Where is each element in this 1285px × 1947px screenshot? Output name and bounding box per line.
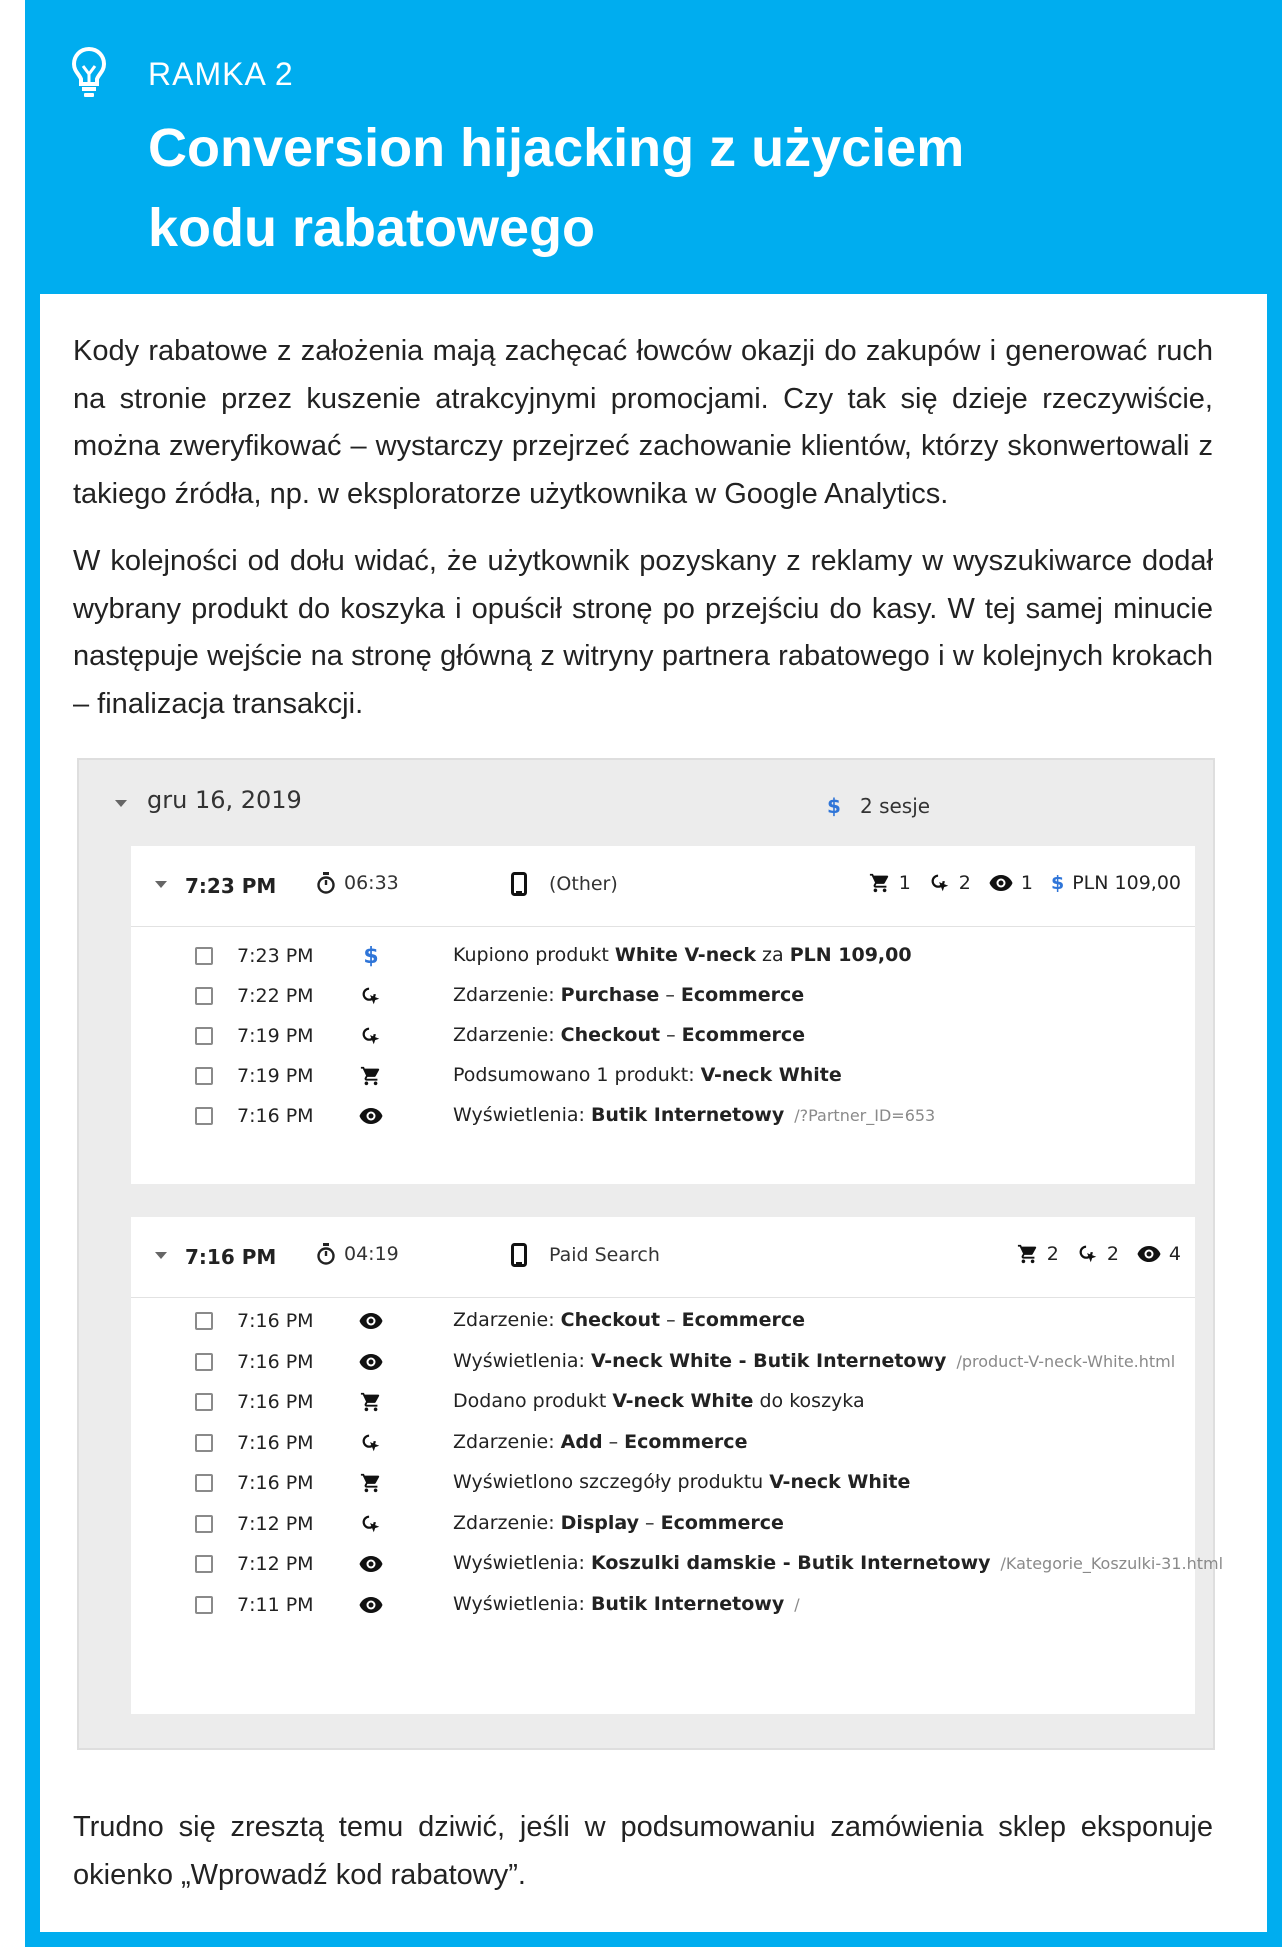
event-time: 7:19 PM <box>237 1065 314 1087</box>
event-description: Wyświetlenia: Koszulki damskie - Butik Internetowy /Kategorie_Koszulki-31.html <box>453 1552 1224 1574</box>
row-checkbox[interactable] <box>195 1515 213 1533</box>
event-time: 7:11 PM <box>237 1593 314 1616</box>
event-row <box>131 1056 1195 1096</box>
session-time: 7:23 PM <box>185 874 277 898</box>
event-row <box>131 1342 1195 1382</box>
event-row <box>131 1423 1195 1463</box>
event-row <box>131 1504 1195 1544</box>
event-description: Zdarzenie: Add – Ecommerce <box>453 1430 748 1453</box>
session-header[interactable] <box>131 846 1195 927</box>
event-description: Zdarzenie: Display – Ecommerce <box>453 1511 784 1534</box>
row-checkbox[interactable] <box>195 1474 213 1492</box>
eye-icon <box>359 1593 383 1617</box>
mobile-phone-icon <box>511 872 527 896</box>
paragraph-explanation: W kolejności od dołu widać, że użytkownik pozyskany z reklamy w wyszukiwarce dodał wybrany produkt do koszyka i opuścił stronę po przejściu do kasy. W tej samej minucie następuje wejście na stronę główną z witryny partnera rabatowego i w kolejnych krokach – finalizacja transakcji. <box>73 545 1213 720</box>
session-card <box>131 846 1195 1184</box>
cart-icon <box>1017 1243 1039 1265</box>
user-explorer-screenshot <box>77 758 1224 1750</box>
cart-icon <box>359 1471 383 1495</box>
row-checkbox[interactable] <box>195 1067 213 1085</box>
event-cursor-icon <box>929 872 951 894</box>
event-time: 7:16 PM <box>237 1105 314 1127</box>
event-description: Zdarzenie: Checkout – Ecommerce <box>453 1024 805 1046</box>
event-url: / <box>794 1594 800 1614</box>
session-card <box>131 1217 1224 1714</box>
row-checkbox[interactable] <box>195 1312 213 1330</box>
views-stat: 1 <box>989 872 1033 894</box>
event-description: Podsumowano 1 produkt: V-neck White <box>453 1064 842 1086</box>
collapse-caret-icon[interactable] <box>115 800 127 807</box>
session-header[interactable] <box>131 1217 1195 1298</box>
row-checkbox[interactable] <box>195 987 213 1005</box>
eye-icon <box>359 1309 383 1333</box>
row-checkbox[interactable] <box>195 1596 213 1614</box>
box-label: RAMKA 2 <box>148 56 294 92</box>
event-url: /?Partner_ID=653 <box>794 1106 936 1125</box>
session-duration: 04:19 <box>316 1243 399 1265</box>
event-row <box>131 1382 1195 1422</box>
collapse-caret-icon[interactable] <box>155 881 167 888</box>
row-checkbox[interactable] <box>195 1434 213 1452</box>
row-checkbox[interactable] <box>195 1027 213 1045</box>
event-description: Wyświetlono szczegóły produktu V-neck White <box>453 1471 911 1493</box>
event-row <box>131 1301 1195 1341</box>
event-time: 7:23 PM <box>237 945 314 967</box>
event-row <box>131 1544 1224 1584</box>
event-cursor-icon <box>359 1431 383 1455</box>
dollar-icon: $ <box>827 794 841 818</box>
session-time: 7:16 PM <box>185 1245 277 1269</box>
event-cursor-icon <box>359 1512 383 1536</box>
dollar-icon: $ <box>1050 872 1065 894</box>
row-checkbox[interactable] <box>195 1353 213 1371</box>
event-row <box>131 1463 1195 1503</box>
event-description: Dodano produkt V-neck White do koszyka <box>453 1390 865 1412</box>
session-device: Paid Search <box>511 1243 660 1267</box>
row-checkbox[interactable] <box>195 947 213 965</box>
date-row[interactable] <box>107 782 1187 818</box>
cart-icon <box>359 1064 383 1088</box>
session-stats <box>1017 1243 1181 1265</box>
sessions-count: $ 2 sesje <box>827 794 931 818</box>
cart-stat: 2 <box>1017 1243 1059 1265</box>
views-stat: 4 <box>1137 1243 1181 1265</box>
event-time: 7:16 PM <box>237 1310 314 1332</box>
session-stats <box>869 872 1181 894</box>
session-duration: 06:33 <box>316 872 399 894</box>
eye-icon <box>359 1350 383 1374</box>
event-row <box>131 1096 1195 1136</box>
eye-icon <box>359 1552 383 1576</box>
stopwatch-icon <box>316 1243 336 1265</box>
event-url: /Kategorie_Koszulki-31.html <box>1000 1554 1224 1573</box>
row-checkbox[interactable] <box>195 1555 213 1573</box>
event-row <box>131 1016 1195 1056</box>
box-title: Conversion hijacking z użyciem kodu rabatowego <box>148 118 965 258</box>
paragraph-intro: Kody rabatowe z założenia mają zachęcać łowców okazji do zakupów i generować ruch na stronie przez kuszenie atrakcyjnymi promocjami. Czy tak się dzieje rzeczywiście, można zweryfikować – wystarczy przejrzeć zachowanie klientów, którzy skonwertowali z takiego źródła, np. w eksploratorze użytkownika w Google Analytics. <box>73 335 1213 510</box>
paragraph-conclusion: Trudno się zresztą temu dziwić, jeśli w podsumowaniu zamówienia sklep eksponuje okienko „Wprowadź kod rabatowy”. <box>73 1811 1213 1891</box>
cart-stat: 1 <box>869 872 911 894</box>
event-cursor-icon <box>1077 1243 1099 1265</box>
event-row <box>131 936 1195 976</box>
event-description: Zdarzenie: Purchase – Ecommerce <box>453 984 805 1006</box>
event-url: /product-V-neck-White.html <box>956 1351 1176 1371</box>
session-device: (Other) <box>511 872 618 896</box>
mobile-phone-icon <box>511 1243 527 1267</box>
event-time: 7:16 PM <box>237 1350 314 1373</box>
events-stat: 2 <box>929 872 971 894</box>
event-description: Wyświetlenia: V-neck White - Butik Internetowy /product-V-neck-White.html <box>453 1349 1176 1372</box>
event-row <box>131 976 1195 1016</box>
stopwatch-icon <box>316 872 336 894</box>
events-stat: 2 <box>1077 1243 1119 1265</box>
event-description: Zdarzenie: Checkout – Ecommerce <box>453 1309 805 1331</box>
cart-icon <box>869 872 891 894</box>
cart-icon <box>359 1390 383 1414</box>
revenue-stat: $ PLN 109,00 <box>1050 872 1181 894</box>
dollar-icon: $ <box>363 943 379 969</box>
eye-icon <box>359 1104 383 1128</box>
event-time: 7:16 PM <box>237 1472 314 1494</box>
event-time: 7:22 PM <box>237 985 314 1007</box>
lightbulb-icon <box>71 46 107 98</box>
eye-icon <box>1137 1245 1161 1263</box>
event-description: Kupiono produkt White V-neck za PLN 109,00 <box>453 944 912 966</box>
row-checkbox[interactable] <box>195 1107 213 1125</box>
event-time: 7:12 PM <box>237 1553 314 1575</box>
event-time: 7:16 PM <box>237 1431 314 1454</box>
event-description: Wyświetlenia: Butik Internetowy /?Partner_ID=653 <box>453 1104 936 1126</box>
event-row <box>131 1585 1195 1625</box>
event-time: 7:16 PM <box>237 1391 314 1413</box>
collapse-caret-icon[interactable] <box>155 1252 167 1259</box>
date-label: gru 16, 2019 <box>147 786 302 814</box>
row-checkbox[interactable] <box>195 1393 213 1411</box>
event-time: 7:19 PM <box>237 1025 314 1047</box>
event-time: 7:12 PM <box>237 1512 314 1535</box>
event-description: Wyświetlenia: Butik Internetowy / <box>453 1592 800 1615</box>
eye-icon <box>989 874 1013 892</box>
event-cursor-icon <box>359 1024 383 1048</box>
event-cursor-icon <box>359 984 383 1008</box>
